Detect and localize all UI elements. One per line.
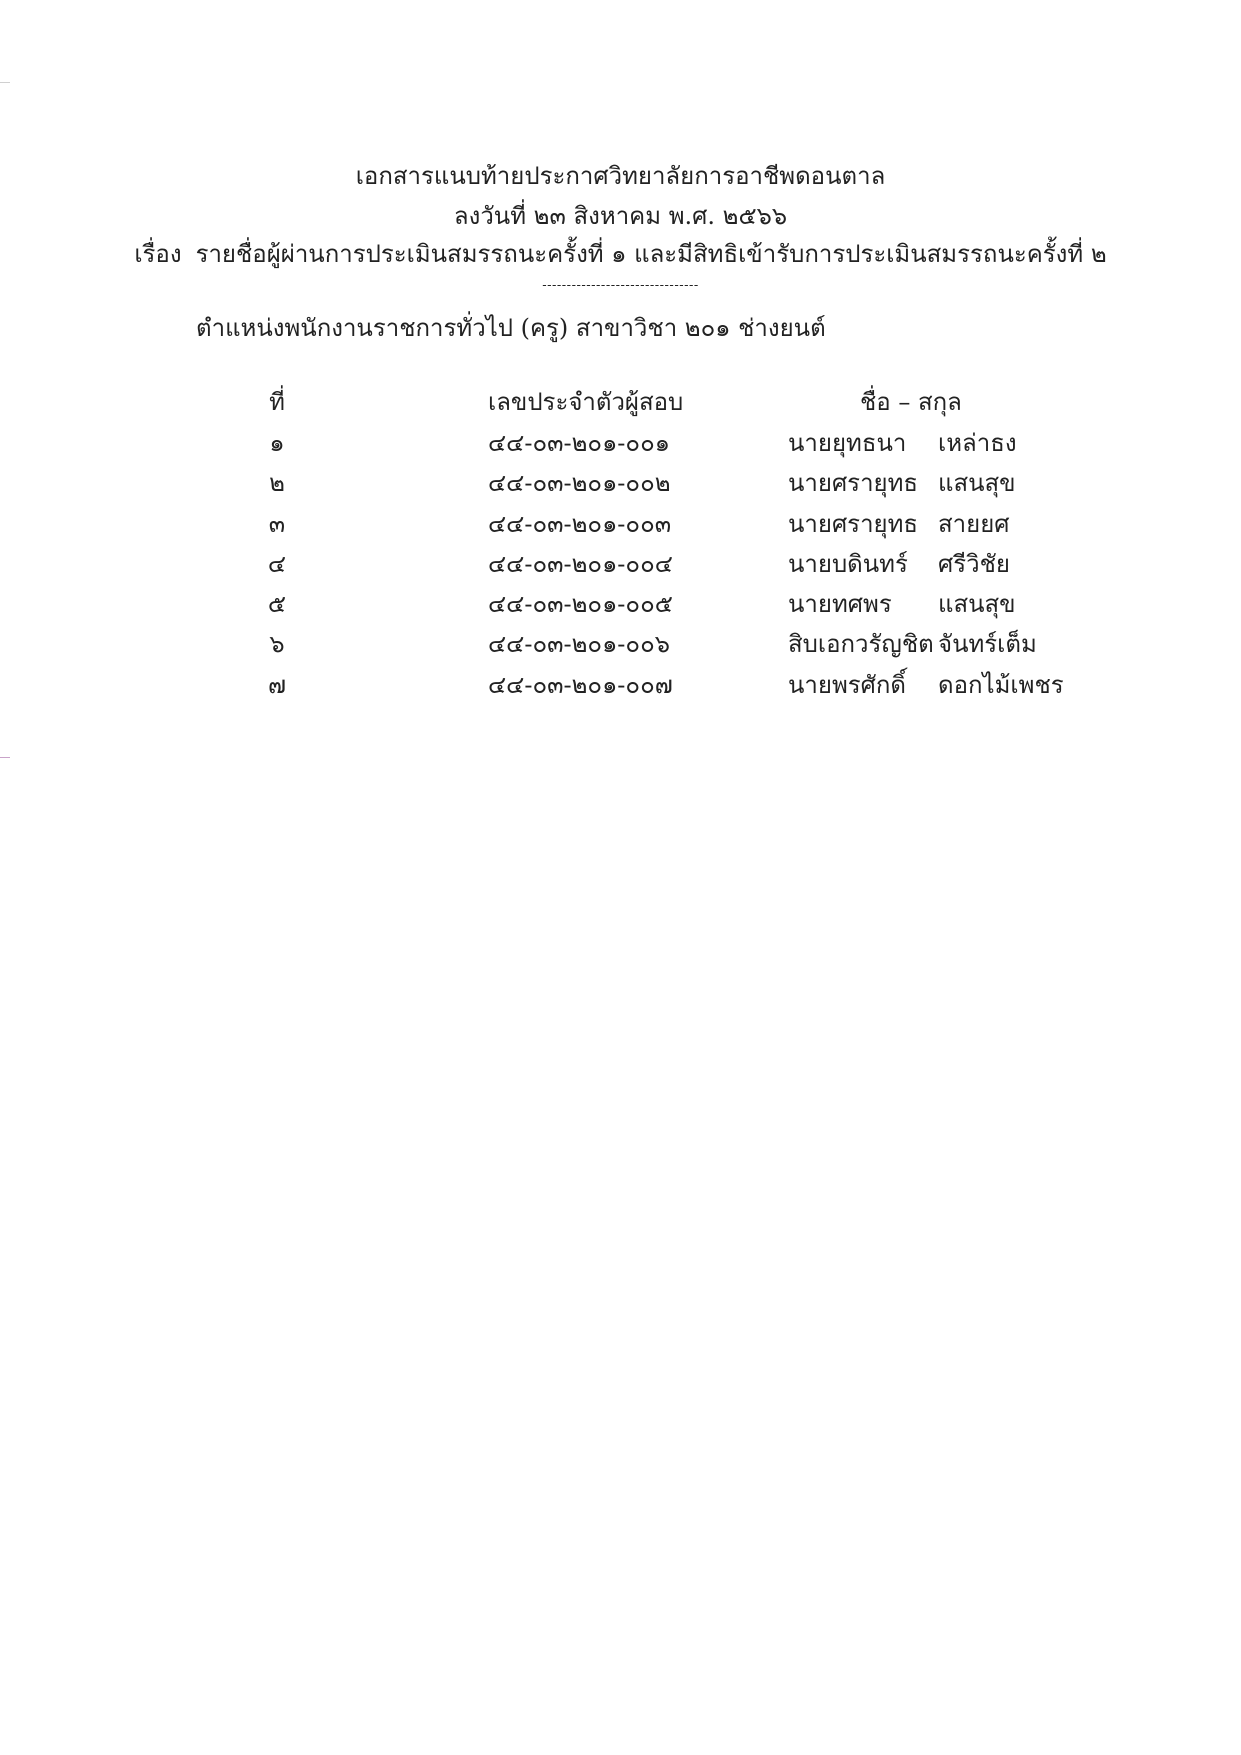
row-number: ๓ xyxy=(268,510,286,538)
candidate-first-name: นายพรศักดิ์ xyxy=(788,671,907,699)
candidate-last-name: เหล่าธง xyxy=(938,429,1017,457)
candidate-id: ๔๔-๐๓-๒๐๑-๐๐๑ xyxy=(488,429,670,457)
scan-edge-mark xyxy=(0,82,10,83)
row-number: ๖ xyxy=(269,630,285,658)
candidate-first-name: นายทศพร xyxy=(788,590,892,618)
candidate-last-name: แสนสุข xyxy=(938,590,1016,618)
separator-line: -------------------------------- xyxy=(542,278,699,293)
subject-label: เรื่อง xyxy=(134,240,182,268)
header-title: เอกสารแนบท้ายประกาศวิทยาลัยการอาชีพดอนตาล xyxy=(355,162,886,190)
candidate-last-name: จันทร์เต็ม xyxy=(938,630,1037,658)
row-number: ๔ xyxy=(267,550,287,578)
candidate-first-name: นายยุทธนา xyxy=(788,429,907,457)
candidate-first-name: สิบเอกวรัญชิต xyxy=(788,630,934,658)
row-number: ๑ xyxy=(269,429,285,457)
candidate-id: ๔๔-๐๓-๒๐๑-๐๐๔ xyxy=(488,550,673,578)
row-number: ๕ xyxy=(267,590,287,618)
candidate-first-name: นายบดินทร์ xyxy=(788,550,908,578)
candidate-last-name: แสนสุข xyxy=(938,469,1016,497)
candidate-id: ๔๔-๐๓-๒๐๑-๐๐๕ xyxy=(488,590,673,618)
candidate-first-name: นายศรายุทธ xyxy=(788,510,919,538)
scan-edge-mark xyxy=(0,757,10,758)
candidate-last-name: ศรีวิชัย xyxy=(938,550,1010,578)
candidate-first-name: นายศรายุทธ xyxy=(788,469,919,497)
position-line: ตำแหน่งพนักงานราชการทั่วไป (ครู) สาขาวิชา ๒๐๑ ช่างยนต์ xyxy=(196,314,826,342)
candidate-id: ๔๔-๐๓-๒๐๑-๐๐๖ xyxy=(488,630,670,658)
row-number: ๗ xyxy=(267,671,287,699)
subject-text: รายชื่อผู้ผ่านการประเมินสมรรถนะครั้งที่ ๑ และมีสิทธิเข้ารับการประเมินสมรรถนะครั้งที่ ๒ xyxy=(195,240,1107,268)
header-date: ลงวันที่ ๒๓ สิงหาคม พ.ศ. ๒๕๖๖ xyxy=(453,202,788,230)
candidate-id: ๔๔-๐๓-๒๐๑-๐๐๗ xyxy=(488,671,673,699)
candidate-id: ๔๔-๐๓-๒๐๑-๐๐๒ xyxy=(488,469,671,497)
header-id: เลขประจำตัวผู้สอบ xyxy=(488,388,684,416)
header-subject xyxy=(0,234,1241,273)
row-number: ๒ xyxy=(269,469,285,497)
candidate-last-name: ดอกไม้เพชร xyxy=(938,671,1064,699)
candidate-id: ๔๔-๐๓-๒๐๑-๐๐๓ xyxy=(488,510,672,538)
candidate-last-name: สายยศ xyxy=(938,510,1010,538)
header-no: ที่ xyxy=(269,388,285,416)
header-name: ชื่อ – สกุล xyxy=(860,388,962,416)
